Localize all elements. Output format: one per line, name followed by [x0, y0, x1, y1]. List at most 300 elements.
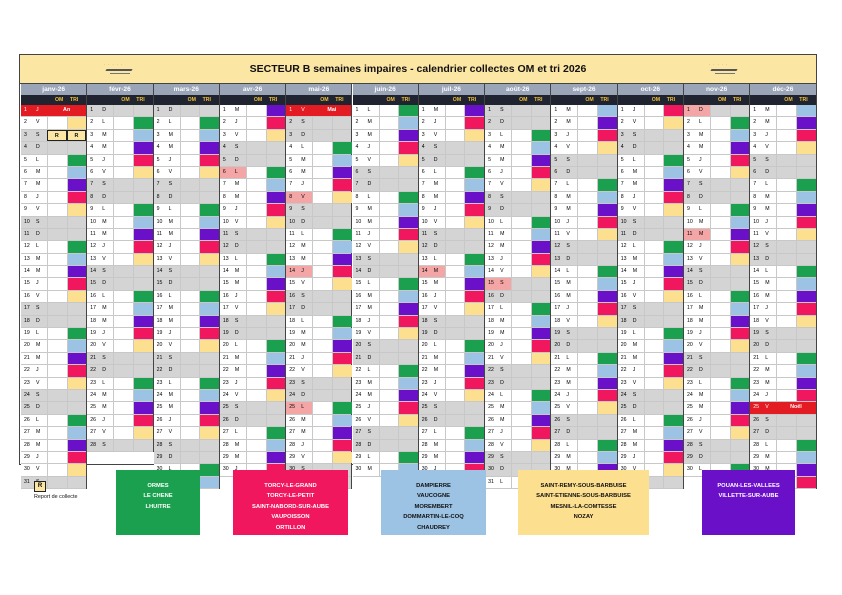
day-number: 5 [554, 156, 558, 163]
day-number: 19 [156, 330, 163, 337]
day-row [154, 167, 219, 179]
om-cell [379, 117, 399, 128]
tri-cell [663, 353, 683, 364]
month-column [419, 84, 485, 489]
day-row [353, 303, 418, 315]
tri-cell [796, 192, 816, 203]
day-number: 26 [687, 416, 693, 423]
tri-cell [597, 440, 617, 451]
weekday-letter: M [566, 107, 571, 113]
om-cell [710, 291, 730, 302]
om-cell [511, 241, 531, 252]
day-number: 24 [24, 391, 30, 398]
tri-cell [67, 291, 87, 302]
day-number: 18 [24, 317, 30, 324]
om-cell [47, 316, 67, 327]
tri-cell [663, 254, 683, 265]
om-cell [445, 390, 465, 401]
om-cell [445, 167, 465, 178]
om-cell [577, 452, 597, 463]
day-row [750, 390, 815, 402]
weekday-letter: L [168, 292, 172, 299]
day-row [419, 452, 484, 464]
tri-cell [266, 105, 286, 116]
day-number: 14 [753, 268, 760, 275]
tri-cell [663, 415, 683, 426]
om-cell [47, 365, 67, 376]
tri-cell [796, 291, 816, 302]
tri-cell [199, 105, 219, 116]
day-number: 12 [488, 243, 494, 250]
weekday-letter: L [367, 367, 371, 374]
day-number: 24 [289, 391, 295, 398]
day-row [21, 477, 86, 489]
om-cell [776, 266, 796, 277]
zone-box [381, 470, 486, 535]
tri-cell [663, 192, 683, 203]
day-row [87, 378, 152, 390]
tri-cell [398, 204, 418, 215]
weekday-letter: J [102, 330, 105, 337]
tri-cell [133, 155, 153, 166]
day-number: 15 [620, 280, 627, 287]
day-row [618, 155, 683, 167]
om-cell [445, 278, 465, 289]
tri-cell [332, 192, 352, 203]
weekday-letter: V [699, 168, 703, 175]
day-row [618, 303, 683, 315]
day-number: 7 [421, 181, 425, 188]
day-row [154, 427, 219, 439]
day-number: 20 [421, 342, 428, 349]
om-cell [710, 155, 730, 166]
weekday-letter: M [433, 367, 439, 374]
om-cell [113, 278, 133, 289]
day-number: 14 [222, 268, 229, 275]
tri-cell [266, 192, 286, 203]
weekday-letter: V [367, 156, 371, 163]
tri-cell [266, 390, 286, 401]
tri-cell [332, 365, 352, 376]
weekday-letter: M [367, 206, 372, 213]
tri-cell [597, 278, 617, 289]
weekday-letter: M [632, 429, 638, 436]
tri-cell [663, 402, 683, 413]
day-number: 28 [156, 441, 163, 448]
day-row [286, 105, 351, 117]
day-number: 4 [222, 144, 226, 151]
om-cell [644, 291, 664, 302]
day-row [87, 328, 152, 340]
tri-cell [199, 266, 219, 277]
om-cell [180, 440, 200, 451]
weekday-letter: M [367, 379, 372, 386]
om-cell [379, 217, 399, 228]
month-subheader [286, 95, 351, 105]
om-cell [113, 130, 133, 141]
tri-cell [730, 192, 750, 203]
tri-label: TRI [600, 97, 609, 103]
day-row [551, 328, 616, 340]
day-number: 14 [554, 268, 561, 275]
day-number: 2 [222, 119, 226, 126]
tri-cell [266, 328, 286, 339]
weekday-letter: L [36, 243, 39, 250]
tri-cell [597, 266, 617, 277]
tri-cell [199, 378, 219, 389]
commune-name: NOZAY [573, 514, 594, 521]
day-row [353, 217, 418, 229]
tri-cell [796, 204, 816, 215]
day-row [485, 427, 550, 439]
tri-cell [133, 390, 153, 401]
weekday-letter: L [102, 379, 106, 386]
logo-left: . . . . . [100, 59, 140, 79]
om-cell [710, 378, 730, 389]
weekday-letter: M [433, 441, 439, 448]
day-row [286, 117, 351, 129]
day-number: 24 [488, 391, 494, 398]
tri-cell [398, 105, 418, 116]
om-cell [180, 167, 200, 178]
tri-cell [332, 217, 352, 228]
weekday-letter: S [168, 354, 173, 361]
tri-cell [464, 167, 484, 178]
tri-cell [133, 365, 153, 376]
tri-cell [663, 105, 683, 116]
day-number: 11 [554, 230, 560, 237]
day-row [21, 353, 86, 365]
tri-cell [663, 278, 683, 289]
om-cell [710, 217, 730, 228]
day-number: 18 [90, 317, 97, 324]
tri-cell [199, 254, 219, 265]
weekday-letter: D [367, 354, 372, 361]
day-number: 11 [355, 230, 361, 237]
tri-cell [332, 378, 352, 389]
om-cell [644, 130, 664, 141]
month-name: févr-26 [87, 84, 152, 95]
weekday-letter: D [102, 107, 107, 113]
om-cell [379, 390, 399, 401]
tri-cell [266, 241, 286, 252]
om-cell [445, 142, 465, 153]
tri-cell [663, 464, 683, 475]
day-row [419, 179, 484, 191]
month-subheader [353, 95, 418, 105]
om-cell [113, 241, 133, 252]
day-number: 2 [156, 119, 160, 126]
weekday-letter: M [102, 391, 107, 398]
day-row [485, 179, 550, 191]
day-number: 23 [554, 379, 561, 386]
month-name: mai-26 [286, 84, 351, 95]
month-subheader [419, 95, 484, 105]
tri-cell [67, 390, 87, 401]
day-number: 25 [488, 404, 494, 411]
tri-cell [266, 402, 286, 413]
om-cell [379, 155, 399, 166]
day-number: 13 [355, 255, 362, 262]
day-number: 20 [90, 342, 97, 349]
day-number: 3 [289, 131, 293, 138]
om-cell [180, 427, 200, 438]
day-row [551, 217, 616, 229]
tri-cell [730, 204, 750, 215]
weekday-letter: J [699, 330, 702, 337]
weekday-letter: M [102, 144, 107, 151]
weekday-letter: M [765, 193, 770, 200]
tri-cell [398, 241, 418, 252]
day-row [353, 353, 418, 365]
day-number: 2 [488, 119, 491, 126]
day-number: 24 [753, 391, 760, 398]
tri-cell [464, 328, 484, 339]
weekday-letter: M [765, 292, 770, 299]
weekday-letter: L [500, 131, 503, 138]
day-number: 8 [24, 193, 27, 200]
weekday-letter: L [36, 330, 39, 337]
om-label: OM [784, 97, 793, 103]
weekday-letter: J [299, 266, 312, 277]
commune-name: VAUCOGNE [416, 493, 451, 500]
day-number: 29 [156, 453, 163, 460]
day-row [419, 130, 484, 142]
day-number: 7 [90, 181, 94, 188]
day-number: 6 [488, 168, 491, 175]
om-cell [644, 402, 664, 413]
day-number: 19 [554, 330, 561, 337]
day-number: 15 [156, 280, 163, 287]
om-cell [511, 278, 531, 289]
tri-cell [796, 254, 816, 265]
day-row [750, 328, 815, 340]
day-row [750, 105, 815, 117]
day-row [684, 402, 749, 414]
om-cell [312, 217, 332, 228]
tri-cell [663, 117, 683, 128]
tri-cell [597, 452, 617, 463]
day-row [485, 117, 550, 129]
weekday-letter: D [36, 317, 40, 324]
day-row [286, 390, 351, 402]
om-cell [511, 328, 531, 339]
day-row [750, 340, 815, 352]
day-number: 4 [753, 144, 757, 151]
month-subheader [750, 95, 815, 105]
day-number: 15 [421, 280, 428, 287]
day-number: 26 [620, 416, 627, 423]
day-row [419, 155, 484, 167]
day-number: 23 [24, 379, 30, 386]
om-cell [710, 365, 730, 376]
om-cell [246, 402, 266, 413]
day-number: 11 [289, 230, 295, 237]
weekday-letter: D [500, 206, 504, 213]
weekday-letter: V [301, 280, 305, 287]
tri-cell [531, 192, 551, 203]
day-row [220, 365, 285, 377]
day-number: 5 [24, 156, 27, 163]
day-row [618, 229, 683, 241]
day-number: 7 [222, 181, 226, 188]
day-row [353, 241, 418, 253]
day-number: 29 [222, 453, 229, 460]
weekday-letter: L [500, 305, 503, 312]
weekday-letter: J [36, 193, 39, 200]
weekday-letter: M [699, 391, 704, 398]
day-number: 14 [24, 268, 30, 275]
day-number: 2 [620, 119, 624, 126]
month-name: déc-26 [750, 84, 815, 95]
day-number: 16 [421, 292, 428, 299]
day-number: 5 [289, 156, 293, 163]
day-row [750, 217, 815, 229]
om-cell [710, 167, 730, 178]
om-cell [577, 229, 597, 240]
day-number: 6 [24, 168, 27, 175]
day-row [618, 142, 683, 154]
day-row [551, 130, 616, 142]
om-cell [180, 117, 200, 128]
day-number: 20 [289, 342, 295, 349]
weekday-letter: L [765, 181, 769, 188]
day-number: 19 [421, 330, 428, 337]
day-row [485, 452, 550, 464]
tri-cell [730, 303, 750, 314]
day-row [21, 254, 86, 266]
weekday-letter: D [500, 119, 504, 126]
weekday-letter: D [168, 367, 173, 374]
day-row [551, 427, 616, 439]
om-cell [511, 353, 531, 364]
day-row [618, 179, 683, 191]
day-number: 4 [488, 144, 491, 151]
tri-label: TRI [666, 97, 676, 103]
day-row [353, 117, 418, 129]
tri-cell [67, 179, 87, 190]
day-number: 23 [620, 379, 627, 386]
day-number: 27 [289, 429, 295, 436]
day-row [618, 105, 683, 117]
tri-cell [266, 340, 286, 351]
day-row [485, 278, 550, 290]
om-cell [47, 254, 67, 265]
day-number: 30 [488, 466, 494, 473]
day-number: 9 [554, 206, 558, 213]
day-number: 15 [90, 280, 97, 287]
om-cell [776, 142, 796, 153]
day-row [419, 316, 484, 328]
weekday-letter: V [367, 243, 371, 250]
weekday-letter: S [765, 243, 769, 250]
tri-cell [663, 378, 683, 389]
day-row [684, 204, 749, 216]
tri-cell [199, 117, 219, 128]
day-number: 21 [488, 354, 494, 361]
weekday-letter: S [102, 181, 106, 188]
day-row [154, 353, 219, 365]
day-row [485, 402, 550, 414]
day-number: 22 [355, 367, 362, 374]
day-row [485, 378, 550, 390]
day-number: 1 [488, 107, 491, 113]
day-number: 18 [687, 317, 693, 324]
day-row [286, 130, 351, 142]
day-row [485, 105, 550, 117]
day-row [286, 440, 351, 452]
day-number: 18 [753, 317, 760, 324]
tri-cell [133, 291, 153, 302]
tri-cell [332, 390, 352, 401]
tri-cell [464, 452, 484, 463]
tri-cell [266, 316, 286, 327]
tri-cell [796, 415, 816, 426]
day-row [485, 390, 550, 402]
day-row [220, 440, 285, 452]
weekday-letter: M [102, 317, 107, 324]
om-cell [445, 328, 465, 339]
day-number: 31 [488, 478, 494, 485]
om-cell [379, 303, 399, 314]
om-cell [577, 390, 597, 401]
weekday-letter: M [168, 230, 173, 237]
tri-cell [531, 105, 551, 116]
day-number: 2 [355, 119, 359, 126]
tri-cell [332, 340, 352, 351]
day-number: 19 [687, 330, 693, 337]
weekday-letter: J [699, 416, 702, 423]
day-number: 28 [554, 441, 561, 448]
weekday-letter: M [168, 305, 173, 312]
day-row [220, 179, 285, 191]
day-number: 9 [222, 206, 226, 213]
om-cell [644, 440, 664, 451]
weekday-letter: L [299, 402, 312, 413]
om-cell [312, 452, 332, 463]
weekday-letter: M [699, 218, 704, 225]
tri-cell [531, 142, 551, 153]
weekday-letter: M [36, 181, 41, 188]
tri-cell [730, 130, 750, 141]
day-number: 10 [289, 218, 295, 225]
weekday-letter: J [102, 156, 105, 163]
weekday-letter: J [168, 330, 172, 337]
tri-cell [133, 179, 153, 190]
om-cell [246, 105, 266, 116]
day-number: 8 [286, 192, 299, 203]
om-cell [47, 427, 67, 438]
om-cell [776, 192, 796, 203]
day-number: 3 [753, 131, 757, 138]
om-label: OM [55, 97, 64, 103]
day-row [87, 415, 152, 427]
tri-cell [663, 266, 683, 277]
tri-cell [199, 278, 219, 289]
day-number: 3 [421, 131, 425, 138]
day-row [551, 291, 616, 303]
day-row [220, 452, 285, 464]
tri-cell [730, 365, 750, 376]
om-cell [776, 340, 796, 351]
day-row [419, 440, 484, 452]
tri-cell [332, 353, 352, 364]
weekday-letter: L [36, 416, 39, 423]
weekday-letter: M [500, 404, 505, 411]
day-number: 2 [687, 119, 690, 126]
weekday-letter: S [234, 404, 239, 411]
day-row [87, 229, 152, 241]
